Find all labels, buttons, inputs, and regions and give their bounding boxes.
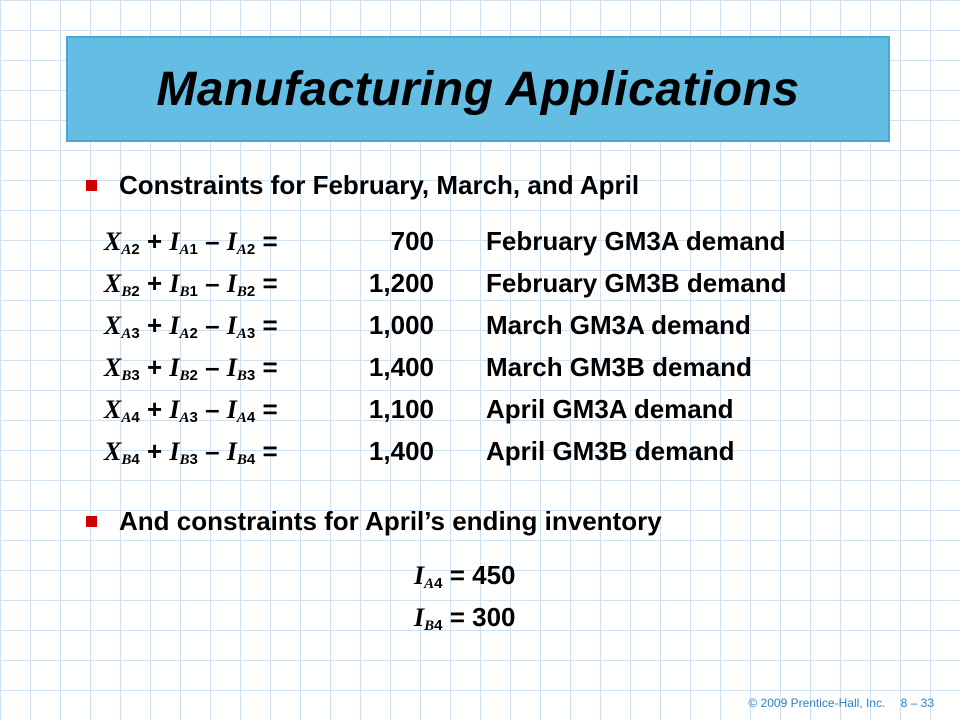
inventory-constraint-row [414, 602, 516, 644]
inventory-curr-variable: $I_{A2}$ [226, 227, 256, 258]
demand-description: February GM3A demand [486, 226, 786, 256]
equation-lhs [104, 268, 324, 299]
inventory-variable: $I_{A4}$ [414, 561, 443, 592]
demand-description: March GM3B demand [486, 352, 752, 382]
plus-operator: + [146, 268, 163, 298]
footer-page-number: 8 – 33 [900, 696, 934, 710]
inventory-value: 450 [472, 560, 516, 590]
minus-operator: – [205, 310, 220, 340]
x-variable: $X_{A4}$ [104, 395, 140, 426]
plus-operator: + [146, 226, 163, 256]
equals-operator: = [449, 560, 465, 590]
demand-value: 1,100 [368, 394, 434, 424]
bullet-text: And constraints for April’s ending inventory [119, 506, 662, 536]
equation-lhs [104, 436, 324, 467]
bullet-square-icon [86, 516, 97, 527]
equation-lhs [104, 310, 324, 341]
inventory-prev-variable: $I_{B1}$ [169, 269, 198, 300]
inventory-prev-variable: $I_{A1}$ [169, 227, 198, 258]
bullet-text: Constraints for February, March, and April [119, 170, 640, 200]
minus-operator: – [205, 394, 220, 424]
x-variable: $X_{B4}$ [104, 437, 140, 468]
inventory-prev-variable: $I_{A3}$ [169, 395, 198, 426]
demand-value: 1,400 [368, 436, 434, 466]
demand-description: April GM3A demand [486, 394, 734, 424]
inventory-prev-variable: $I_{B2}$ [169, 353, 198, 384]
demand-description: February GM3B demand [486, 268, 787, 298]
bullet-item-constraints [86, 170, 639, 201]
slide-footer [736, 696, 934, 710]
plus-operator: + [146, 394, 163, 424]
equation-row [104, 436, 787, 478]
equation-lhs [104, 394, 324, 425]
x-variable: $X_{B2}$ [104, 269, 140, 300]
inventory-prev-variable: $I_{B3}$ [169, 437, 198, 468]
demand-description: March GM3A demand [486, 310, 751, 340]
equation-row [104, 226, 787, 268]
plus-operator: + [146, 310, 163, 340]
demand-value: 1,200 [368, 268, 434, 298]
equation-row [104, 310, 787, 352]
inventory-curr-variable: $I_{A4}$ [226, 395, 256, 426]
equals-operator: = [449, 602, 465, 632]
demand-value: 1,400 [368, 352, 434, 382]
equals-operator: = [262, 394, 278, 424]
demand-value: 700 [390, 226, 434, 256]
x-variable: $X_{B3}$ [104, 353, 140, 384]
equation-lhs [104, 352, 324, 383]
plus-operator: + [146, 352, 163, 382]
minus-operator: – [205, 226, 220, 256]
slide-title: Manufacturing Applications [156, 62, 800, 116]
bullet-item-ending-inventory [86, 506, 662, 537]
inventory-constraint-row [414, 560, 516, 602]
inventory-variable: $I_{B4}$ [414, 603, 443, 634]
constraints-table [104, 226, 787, 478]
minus-operator: – [205, 352, 220, 382]
equals-operator: = [262, 226, 278, 256]
inventory-curr-variable: $I_{B4}$ [226, 437, 256, 468]
inventory-curr-variable: $I_{B2}$ [226, 269, 256, 300]
x-variable: $X_{A2}$ [104, 227, 140, 258]
inventory-curr-variable: $I_{A3}$ [226, 311, 256, 342]
equation-lhs [104, 226, 324, 257]
x-variable: $X_{A3}$ [104, 311, 140, 342]
equals-operator: = [262, 436, 278, 466]
demand-description: April GM3B demand [486, 436, 735, 466]
equation-row [104, 268, 787, 310]
slide-title-box [66, 36, 890, 142]
inventory-curr-variable: $I_{B3}$ [226, 353, 256, 384]
bullet-square-icon [86, 180, 97, 191]
equals-operator: = [262, 310, 278, 340]
inventory-value: 300 [472, 602, 516, 632]
equals-operator: = [262, 352, 278, 382]
plus-operator: + [146, 436, 163, 466]
footer-copyright: © 2009 Prentice-Hall, Inc. [748, 696, 886, 710]
inventory-prev-variable: $I_{A2}$ [169, 311, 198, 342]
ending-inventory-constraints [414, 560, 516, 644]
minus-operator: – [205, 436, 220, 466]
minus-operator: – [205, 268, 220, 298]
equation-row [104, 352, 787, 394]
equation-row [104, 394, 787, 436]
demand-value: 1,000 [368, 310, 434, 340]
equals-operator: = [262, 268, 278, 298]
